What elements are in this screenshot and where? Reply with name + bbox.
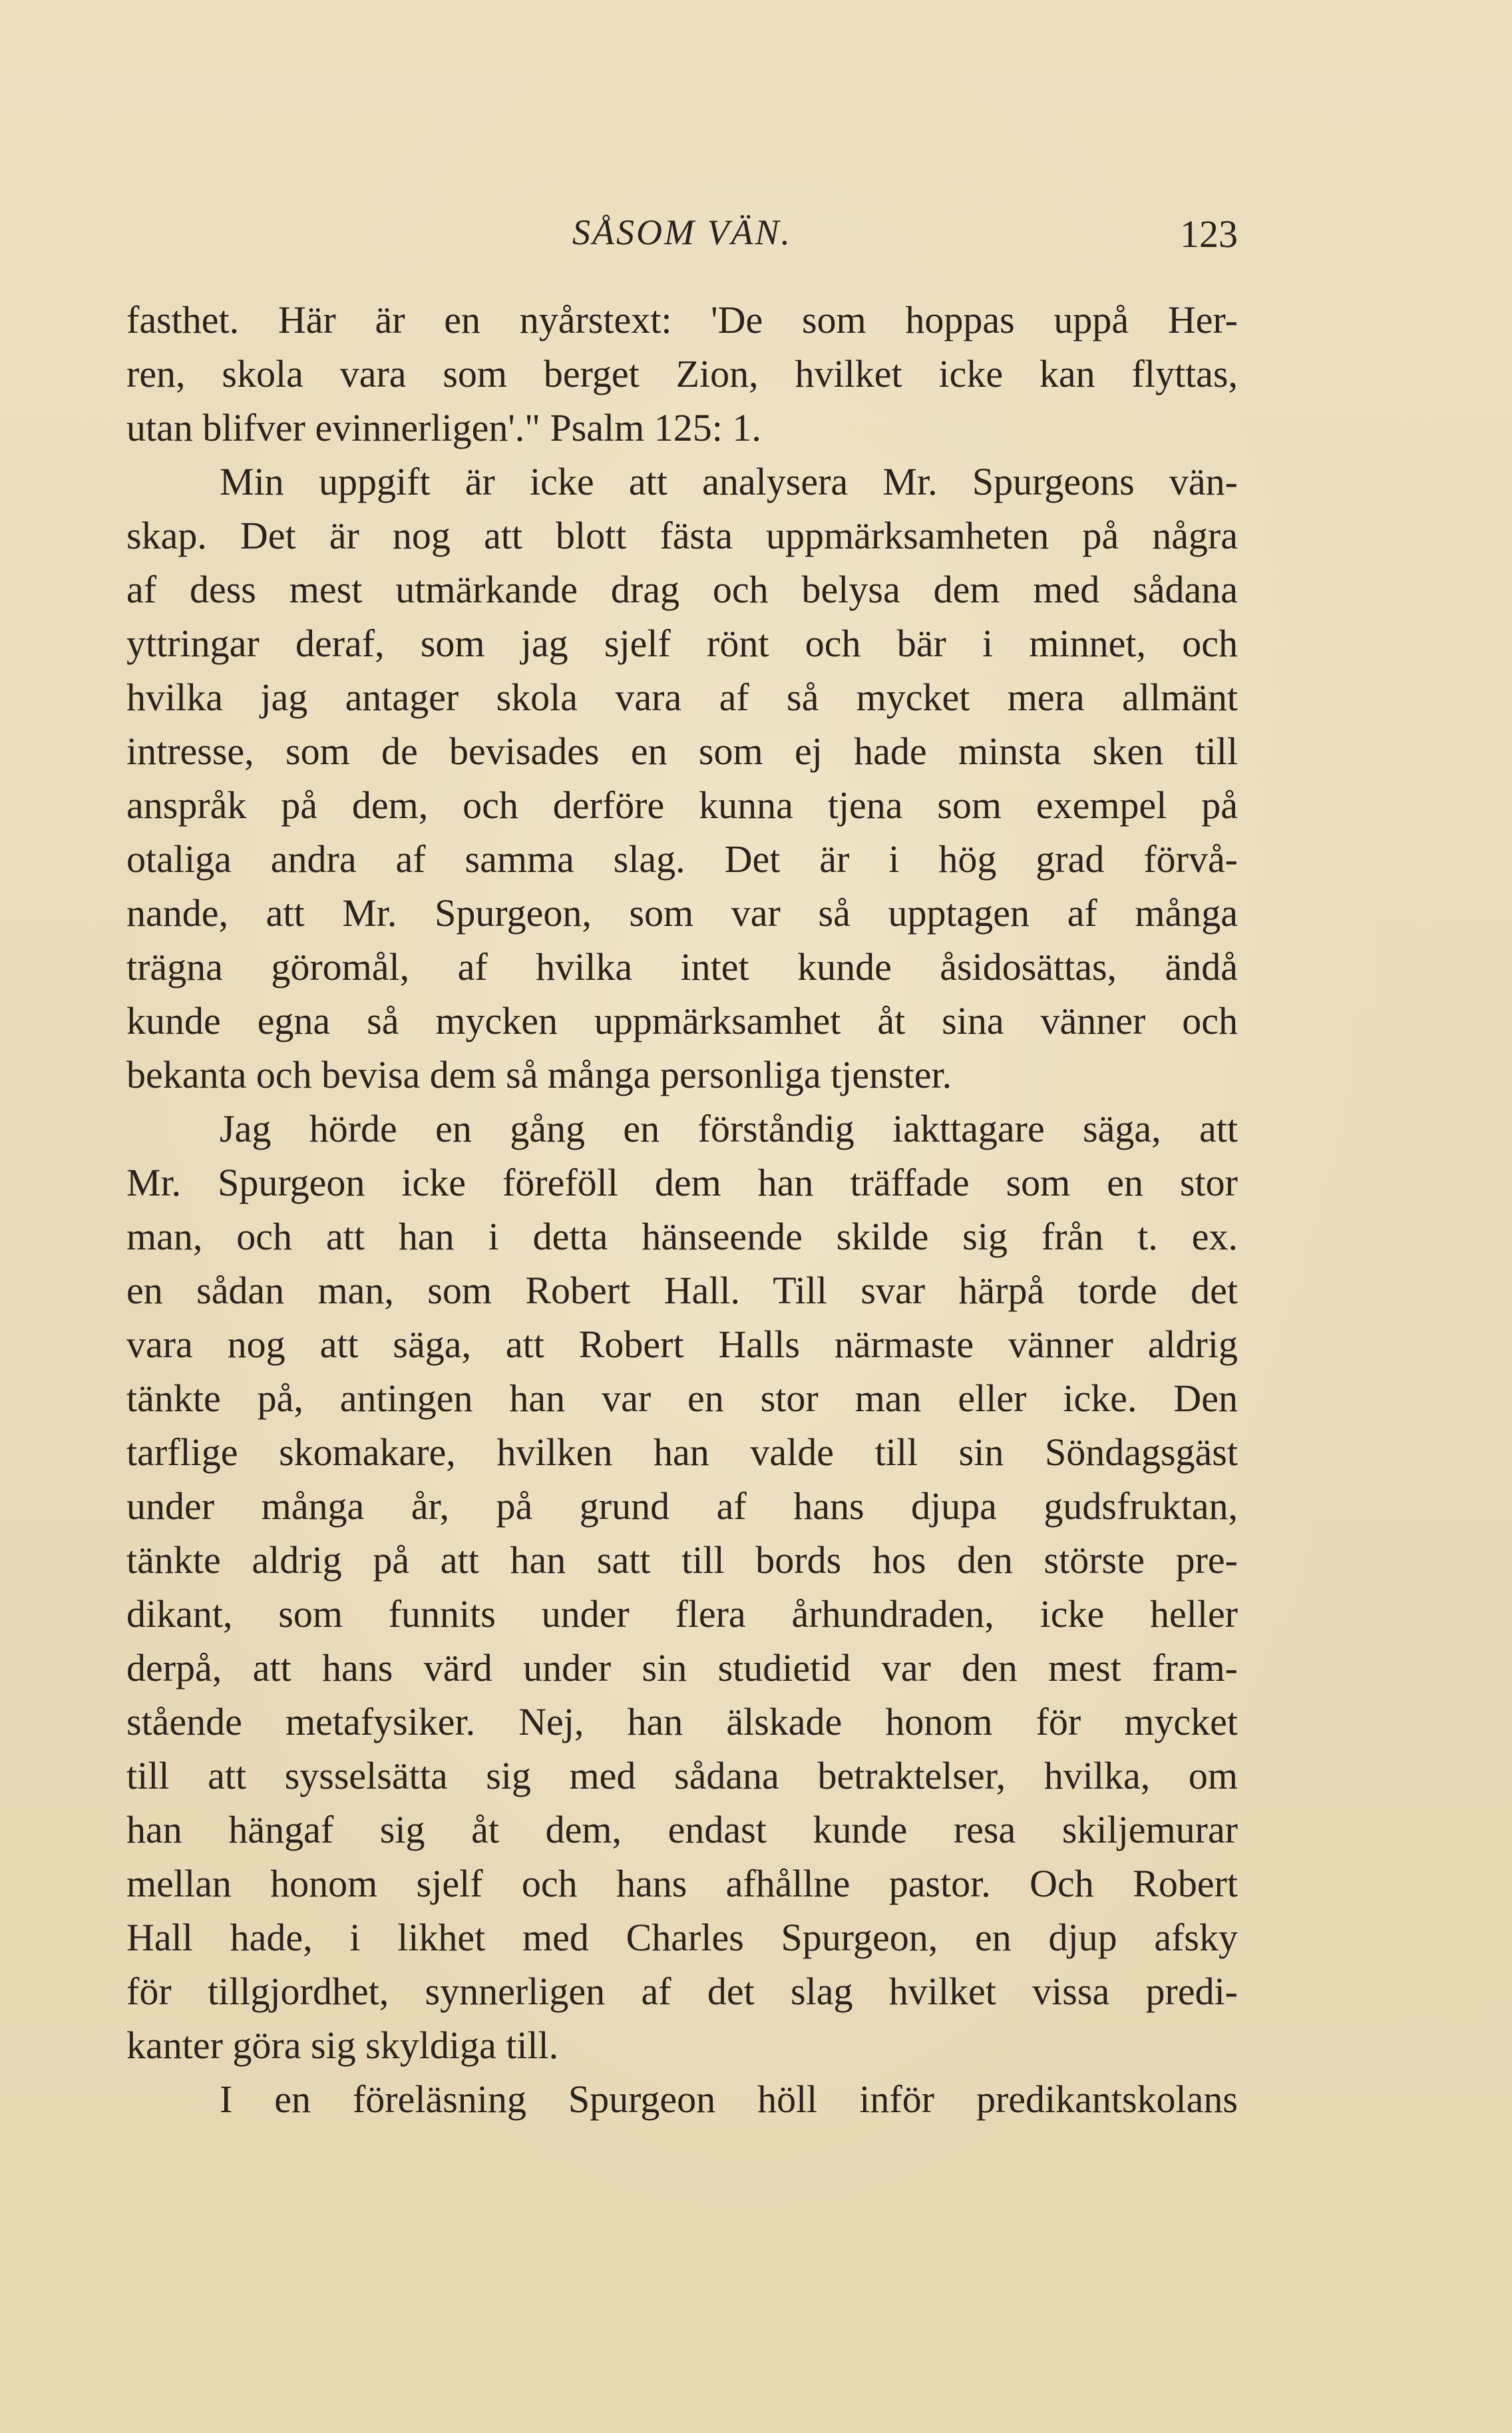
text-line: Jag hörde en gång en förståndig iakttagare säga, att [220, 1107, 1238, 1150]
text-line: en sådan man, som Robert Hall. Till svar härpå torde det [126, 1269, 1238, 1312]
text-line: till att sysselsätta sig med sådana betraktelser, hvilka, om [126, 1754, 1238, 1797]
text-line: hvilka jag antager skola vara af så mycket mera allmänt [126, 676, 1238, 719]
text-line: nande, att Mr. Spurgeon, som var så upptagen af många [126, 891, 1238, 935]
text-line: kanter göra sig skyldiga till. [126, 2024, 559, 2067]
text-line: man, och att han i detta hänseende skilde sig från t. ex. [126, 1215, 1238, 1258]
text-line: Min uppgift är icke att analysera Mr. Spurgeons vän- [220, 460, 1238, 503]
text-line: vara nog att säga, att Robert Halls närmaste vänner aldrig [126, 1323, 1238, 1366]
running-head [126, 212, 1238, 265]
text-line: trägna göromål, af hvilka intet kunde åsidosättas, ändå [126, 945, 1238, 989]
body-text [126, 293, 1238, 2126]
text-line: Hall hade, i likhet med Charles Spurgeon, en djup afsky [126, 1916, 1238, 1959]
running-title: SÅSOM VÄN. [572, 212, 792, 252]
text-line: stående metafysiker. Nej, han älskade honom för mycket [126, 1700, 1238, 1743]
text-line: bekanta och bevisa dem så många personliga tjenster. [126, 1053, 952, 1096]
text-line: utan blifver evinnerligen'." Psalm 125: 1. [126, 406, 761, 449]
text-line: tänkte aldrig på att han satt till bords hos den störste pre- [126, 1538, 1238, 1582]
text-line: dikant, som funnits under flera århundraden, icke heller [126, 1592, 1238, 1636]
text-line: otaliga andra af samma slag. Det är i hög grad förvå- [126, 837, 1238, 881]
text-line: af dess mest utmärkande drag och belysa dem med sådana [126, 568, 1238, 611]
text-line: för tillgjordhet, synnerligen af det slag hvilket vissa predi- [126, 1970, 1238, 2013]
text-line: ren, skola vara som berget Zion, hvilket icke kan flyttas, [126, 352, 1238, 395]
text-line: yttringar deraf, som jag sjelf rönt och bär i minnet, och [126, 622, 1238, 665]
page-number: 123 [1180, 212, 1238, 256]
text-line: anspråk på dem, och derföre kunna tjena som exempel på [126, 783, 1238, 827]
text-line: kunde egna så mycken uppmärksamhet åt sina vänner och [126, 999, 1238, 1042]
text-line: han hängaf sig åt dem, endast kunde resa skiljemurar [126, 1808, 1238, 1851]
text-line: derpå, att hans värd under sin studietid var den mest fram- [126, 1646, 1238, 1689]
text-line: under många år, på grund af hans djupa gudsfruktan, [126, 1484, 1238, 1528]
text-line: I en föreläsning Spurgeon höll inför predikantskolans [220, 2078, 1238, 2121]
text-line: tänkte på, antingen han var en stor man eller icke. Den [126, 1377, 1238, 1420]
text-line: tarflige skomakare, hvilken han valde till sin Söndagsgäst [126, 1431, 1238, 1474]
text-line: fasthet. Här är en nyårstext: 'De som hoppas uppå Her- [126, 298, 1238, 341]
text-line: intresse, som de bevisades en som ej hade minsta sken till [126, 730, 1238, 773]
text-line: Mr. Spurgeon icke föreföll dem han träffade som en stor [126, 1161, 1238, 1204]
text-line: mellan honom sjelf och hans afhållne pastor. Och Robert [126, 1862, 1238, 1905]
text-line: skap. Det är nog att blott fästa uppmärksamheten på några [126, 514, 1238, 557]
